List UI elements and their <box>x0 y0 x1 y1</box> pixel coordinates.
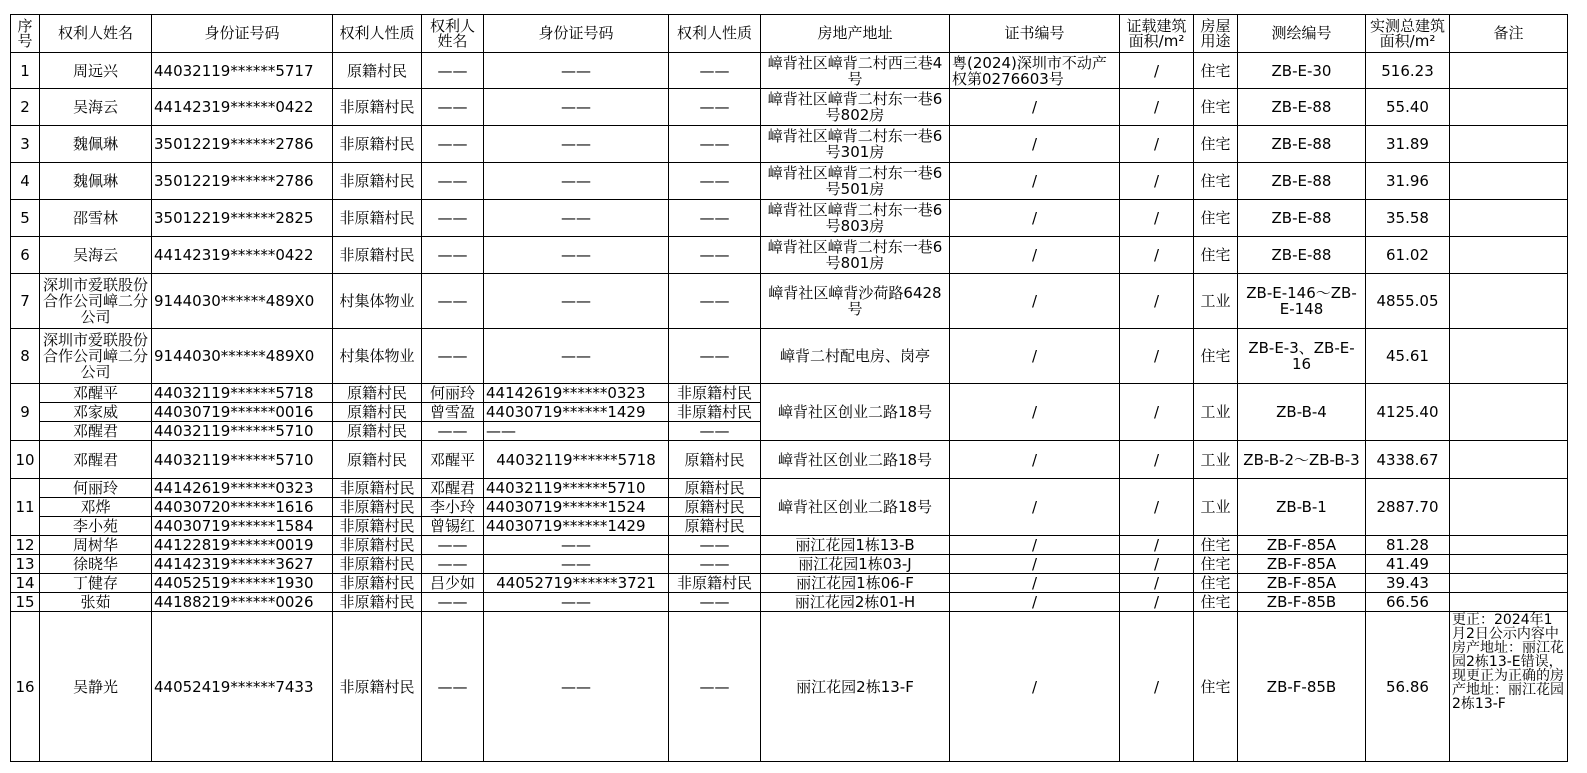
id-number: 44122819******0019 <box>152 536 333 555</box>
owner-name: 魏佩琳 <box>40 163 152 200</box>
owner-name: 邓家威 <box>40 403 152 422</box>
cert-area: / <box>1120 536 1194 555</box>
cert-number: / <box>950 384 1120 441</box>
header-cert-number: 证书编号 <box>950 15 1120 53</box>
id-number: 44032119******5718 <box>152 384 333 403</box>
table-row <box>11 612 1568 762</box>
table-row <box>11 329 1568 384</box>
id-number-2: —— <box>484 329 669 384</box>
owner-name-2: —— <box>422 536 484 555</box>
owner-nature: 非原籍村民 <box>333 536 422 555</box>
owner-name: 吴海云 <box>40 89 152 126</box>
property-address: 丽江花园1栋06-F <box>761 574 950 593</box>
owner-name-2: 吕少如 <box>422 574 484 593</box>
remarks <box>1450 479 1568 536</box>
remarks: 更正：2024年1月2日公示内容中房产地址：丽江花园2栋13-E错误，现更正为正确的房产地址：丽江花园2栋13-F <box>1450 612 1568 762</box>
remarks <box>1450 163 1568 200</box>
survey-number: ZB-F-85B <box>1238 593 1366 612</box>
usage: 住宅 <box>1194 237 1238 274</box>
owner-name: 邓醒君 <box>40 441 152 479</box>
header-owner-nature-2: 权利人性质 <box>669 15 761 53</box>
owner-nature: 非原籍村民 <box>333 574 422 593</box>
cert-number: / <box>950 574 1120 593</box>
header-usage: 房屋用途 <box>1194 15 1238 53</box>
remarks <box>1450 89 1568 126</box>
property-address: 嶂背社区嶂背二村东一巷6号802房 <box>761 89 950 126</box>
owner-name-2: 何丽玲 <box>422 384 484 403</box>
measured-area: 39.43 <box>1366 574 1450 593</box>
owner-nature-2: 非原籍村民 <box>669 574 761 593</box>
cert-area: / <box>1120 53 1194 89</box>
cert-area: / <box>1120 479 1194 536</box>
row-number: 6 <box>11 237 40 274</box>
survey-number: ZB-B-2～ZB-B-3 <box>1238 441 1366 479</box>
table-row <box>11 574 1568 593</box>
header-owner-nature: 权利人性质 <box>333 15 422 53</box>
id-number-2: —— <box>484 612 669 762</box>
usage: 工业 <box>1194 441 1238 479</box>
remarks <box>1450 593 1568 612</box>
owner-nature-2: —— <box>669 53 761 89</box>
measured-area: 61.02 <box>1366 237 1450 274</box>
owner-nature: 非原籍村民 <box>333 555 422 574</box>
cert-area: / <box>1120 237 1194 274</box>
owner-name-2: —— <box>422 126 484 163</box>
owner-nature-2: —— <box>669 329 761 384</box>
owner-name: 徐晓华 <box>40 555 152 574</box>
property-address: 嶂背社区嶂背沙荷路6428号 <box>761 274 950 329</box>
owner-nature-2: —— <box>669 89 761 126</box>
header-cert-area: 证载建筑面积/m² <box>1120 15 1194 53</box>
id-number: 9144030******489X0 <box>152 274 333 329</box>
cert-number: / <box>950 593 1120 612</box>
table-row <box>11 441 1568 479</box>
usage: 住宅 <box>1194 574 1238 593</box>
survey-number: ZB-E-88 <box>1238 163 1366 200</box>
id-number: 44142319******0422 <box>152 89 333 126</box>
owner-name-2: —— <box>422 422 484 441</box>
remarks <box>1450 329 1568 384</box>
owner-nature: 非原籍村民 <box>333 163 422 200</box>
owner-nature: 非原籍村民 <box>333 200 422 237</box>
owner-nature-2: —— <box>669 237 761 274</box>
id-number: 44032119******5710 <box>152 441 333 479</box>
cert-number: / <box>950 126 1120 163</box>
usage: 工业 <box>1194 384 1238 441</box>
measured-area: 41.49 <box>1366 555 1450 574</box>
cert-area: / <box>1120 163 1194 200</box>
owner-name-2: —— <box>422 163 484 200</box>
cert-area: / <box>1120 384 1194 441</box>
header-measured-area: 实测总建筑面积/m² <box>1366 15 1450 53</box>
measured-area: 55.40 <box>1366 89 1450 126</box>
cert-area: / <box>1120 200 1194 237</box>
row-number: 3 <box>11 126 40 163</box>
owner-nature: 原籍村民 <box>333 441 422 479</box>
cert-number: / <box>950 200 1120 237</box>
measured-area: 4338.67 <box>1366 441 1450 479</box>
id-number: 9144030******489X0 <box>152 329 333 384</box>
id-number: 44052519******1930 <box>152 574 333 593</box>
measured-area: 516.23 <box>1366 53 1450 89</box>
owner-nature: 原籍村民 <box>333 422 422 441</box>
table-row <box>11 384 1568 403</box>
owner-nature-2: —— <box>669 593 761 612</box>
owner-name: 邓烨 <box>40 498 152 517</box>
owner-name: 深圳市爱联股份合作公司嶂二分公司 <box>40 274 152 329</box>
header-address: 房地产地址 <box>761 15 950 53</box>
usage: 工业 <box>1194 479 1238 536</box>
remarks <box>1450 574 1568 593</box>
measured-area: 31.89 <box>1366 126 1450 163</box>
row-number: 7 <box>11 274 40 329</box>
usage: 住宅 <box>1194 89 1238 126</box>
remarks <box>1450 200 1568 237</box>
property-address: 嶂背社区嶂背二村东一巷6号501房 <box>761 163 950 200</box>
id-number: 44188219******0026 <box>152 593 333 612</box>
property-address: 嶂背社区创业二路18号 <box>761 479 950 536</box>
owner-name-2: 李小玲 <box>422 498 484 517</box>
id-number: 35012219******2825 <box>152 200 333 237</box>
remarks <box>1450 237 1568 274</box>
owner-name-2: —— <box>422 200 484 237</box>
cert-area: / <box>1120 274 1194 329</box>
owner-nature: 原籍村民 <box>333 53 422 89</box>
owner-nature-2: —— <box>669 555 761 574</box>
owner-nature: 非原籍村民 <box>333 126 422 163</box>
measured-area: 31.96 <box>1366 163 1450 200</box>
id-number: 44030719******0016 <box>152 403 333 422</box>
owner-nature: 非原籍村民 <box>333 237 422 274</box>
id-number-2: 44030719******1429 <box>484 403 669 422</box>
row-number: 15 <box>11 593 40 612</box>
id-number: 35012219******2786 <box>152 163 333 200</box>
id-number-2: 44030719******1524 <box>484 498 669 517</box>
survey-number: ZB-E-146～ZB-E-148 <box>1238 274 1366 329</box>
table-row <box>11 536 1568 555</box>
id-number: 44032119******5717 <box>152 53 333 89</box>
owner-nature-2: 原籍村民 <box>669 479 761 498</box>
property-address: 嶂背社区嶂背二村西三巷4号 <box>761 53 950 89</box>
remarks <box>1450 274 1568 329</box>
property-address: 嶂背社区嶂背二村东一巷6号301房 <box>761 126 950 163</box>
property-address: 嶂背二村配电房、岗亭 <box>761 329 950 384</box>
property-address: 丽江花园2栋01-H <box>761 593 950 612</box>
id-number-2: 44032119******5710 <box>484 479 669 498</box>
owner-name-2: 邓醒平 <box>422 441 484 479</box>
cert-number: / <box>950 237 1120 274</box>
measured-area: 66.56 <box>1366 593 1450 612</box>
measured-area: 81.28 <box>1366 536 1450 555</box>
owner-name: 何丽玲 <box>40 479 152 498</box>
usage: 住宅 <box>1194 329 1238 384</box>
owner-nature-2: —— <box>669 200 761 237</box>
owner-name: 周远兴 <box>40 53 152 89</box>
id-number: 44030720******1616 <box>152 498 333 517</box>
cert-area: / <box>1120 555 1194 574</box>
owner-name-2: —— <box>422 593 484 612</box>
owner-nature-2: —— <box>669 422 761 441</box>
owner-name-2: 曾雪盈 <box>422 403 484 422</box>
id-number: 44032119******5710 <box>152 422 333 441</box>
usage: 住宅 <box>1194 126 1238 163</box>
row-number: 12 <box>11 536 40 555</box>
id-number-2: —— <box>484 555 669 574</box>
usage: 住宅 <box>1194 612 1238 762</box>
survey-number: ZB-F-85A <box>1238 536 1366 555</box>
cert-number: / <box>950 479 1120 536</box>
id-number-2: —— <box>484 593 669 612</box>
cert-area: / <box>1120 441 1194 479</box>
owner-nature-2: 原籍村民 <box>669 441 761 479</box>
owner-nature-2: —— <box>669 126 761 163</box>
id-number-2: 44030719******1429 <box>484 517 669 536</box>
owner-nature-2: 非原籍村民 <box>669 403 761 422</box>
id-number: 44142319******3627 <box>152 555 333 574</box>
cert-number: / <box>950 329 1120 384</box>
id-number-2: —— <box>484 126 669 163</box>
owner-name: 吴海云 <box>40 237 152 274</box>
usage: 住宅 <box>1194 555 1238 574</box>
property-address: 嶂背社区嶂背二村东一巷6号803房 <box>761 200 950 237</box>
owner-nature-2: —— <box>669 274 761 329</box>
cert-area: / <box>1120 329 1194 384</box>
owner-name: 魏佩琳 <box>40 126 152 163</box>
owner-name: 邵雪林 <box>40 200 152 237</box>
survey-number: ZB-E-3、ZB-E-16 <box>1238 329 1366 384</box>
header-owner-name: 权利人姓名 <box>40 15 152 53</box>
row-number: 16 <box>11 612 40 762</box>
measured-area: 2887.70 <box>1366 479 1450 536</box>
survey-number: ZB-E-88 <box>1238 200 1366 237</box>
owner-nature: 非原籍村民 <box>333 517 422 536</box>
cert-area: / <box>1120 593 1194 612</box>
rights-table <box>10 14 1568 762</box>
id-number: 35012219******2786 <box>152 126 333 163</box>
id-number-2: —— <box>484 89 669 126</box>
property-address: 丽江花园2栋13-F <box>761 612 950 762</box>
row-number: 9 <box>11 384 40 441</box>
id-number-2: —— <box>484 200 669 237</box>
owner-name: 张茹 <box>40 593 152 612</box>
survey-number: ZB-F-85A <box>1238 555 1366 574</box>
owner-name: 深圳市爱联股份合作公司嶂二分公司 <box>40 329 152 384</box>
owner-nature: 非原籍村民 <box>333 498 422 517</box>
owner-name-2: —— <box>422 274 484 329</box>
header-owner-name-2: 权利人姓名 <box>422 15 484 53</box>
survey-number: ZB-F-85B <box>1238 612 1366 762</box>
table-row <box>11 593 1568 612</box>
row-number: 8 <box>11 329 40 384</box>
owner-nature: 原籍村民 <box>333 384 422 403</box>
usage: 住宅 <box>1194 200 1238 237</box>
id-number: 44052419******7433 <box>152 612 333 762</box>
survey-number: ZB-B-1 <box>1238 479 1366 536</box>
usage: 住宅 <box>1194 536 1238 555</box>
cert-area: / <box>1120 89 1194 126</box>
id-number-2: —— <box>484 536 669 555</box>
id-number-2: 44142619******0323 <box>484 384 669 403</box>
table-row <box>11 53 1568 89</box>
owner-nature-2: 原籍村民 <box>669 517 761 536</box>
header-remarks: 备注 <box>1450 15 1568 53</box>
owner-name-2: —— <box>422 612 484 762</box>
header-row <box>11 15 1568 53</box>
row-number: 4 <box>11 163 40 200</box>
row-number: 2 <box>11 89 40 126</box>
table-row <box>11 126 1568 163</box>
owner-nature: 原籍村民 <box>333 403 422 422</box>
remarks <box>1450 555 1568 574</box>
owner-nature: 非原籍村民 <box>333 479 422 498</box>
owner-name: 邓醒君 <box>40 422 152 441</box>
property-address: 嶂背社区创业二路18号 <box>761 441 950 479</box>
usage: 住宅 <box>1194 53 1238 89</box>
id-number-2: —— <box>484 163 669 200</box>
property-address: 嶂背社区创业二路18号 <box>761 384 950 441</box>
remarks <box>1450 441 1568 479</box>
survey-number: ZB-E-88 <box>1238 89 1366 126</box>
owner-nature-2: —— <box>669 536 761 555</box>
id-number: 44142619******0323 <box>152 479 333 498</box>
measured-area: 45.61 <box>1366 329 1450 384</box>
cert-number: 粤(2024)深圳市不动产权第0276603号 <box>950 53 1120 89</box>
table-row <box>11 555 1568 574</box>
header-id-number: 身份证号码 <box>152 15 333 53</box>
survey-number: ZB-E-30 <box>1238 53 1366 89</box>
row-number: 13 <box>11 555 40 574</box>
table-row <box>11 479 1568 498</box>
header-no: 序号 <box>11 15 40 53</box>
id-number-2: —— <box>484 53 669 89</box>
owner-name: 吴静光 <box>40 612 152 762</box>
remarks <box>1450 126 1568 163</box>
usage: 住宅 <box>1194 593 1238 612</box>
cert-number: / <box>950 89 1120 126</box>
table-row <box>11 237 1568 274</box>
cert-area: / <box>1120 126 1194 163</box>
owner-name-2: —— <box>422 237 484 274</box>
property-address: 丽江花园1栋03-J <box>761 555 950 574</box>
remarks <box>1450 536 1568 555</box>
measured-area: 56.86 <box>1366 612 1450 762</box>
owner-nature-2: —— <box>669 163 761 200</box>
row-number: 1 <box>11 53 40 89</box>
table-row <box>11 200 1568 237</box>
id-number-2: 44052719******3721 <box>484 574 669 593</box>
owner-name-2: —— <box>422 53 484 89</box>
usage: 住宅 <box>1194 163 1238 200</box>
header-survey-number: 测绘编号 <box>1238 15 1366 53</box>
cert-number: / <box>950 555 1120 574</box>
measured-area: 4855.05 <box>1366 274 1450 329</box>
cert-area: / <box>1120 612 1194 762</box>
owner-name: 周树华 <box>40 536 152 555</box>
owner-nature-2: 原籍村民 <box>669 498 761 517</box>
owner-name: 李小苑 <box>40 517 152 536</box>
owner-nature: 非原籍村民 <box>333 593 422 612</box>
cert-number: / <box>950 536 1120 555</box>
id-number: 44142319******0422 <box>152 237 333 274</box>
cert-number: / <box>950 612 1120 762</box>
cert-area: / <box>1120 574 1194 593</box>
row-number: 10 <box>11 441 40 479</box>
owner-nature: 村集体物业 <box>333 329 422 384</box>
owner-name: 丁健存 <box>40 574 152 593</box>
survey-number: ZB-E-88 <box>1238 237 1366 274</box>
table-row <box>11 89 1568 126</box>
table-row <box>11 274 1568 329</box>
row-number: 11 <box>11 479 40 536</box>
id-number-2: —— <box>484 274 669 329</box>
property-address: 嶂背社区嶂背二村东一巷6号801房 <box>761 237 950 274</box>
header-id-number-2: 身份证号码 <box>484 15 669 53</box>
cert-number: / <box>950 163 1120 200</box>
measured-area: 4125.40 <box>1366 384 1450 441</box>
owner-nature: 非原籍村民 <box>333 89 422 126</box>
survey-number: ZB-F-85A <box>1238 574 1366 593</box>
owner-name-2: 曾锡红 <box>422 517 484 536</box>
owner-name-2: —— <box>422 555 484 574</box>
row-number: 5 <box>11 200 40 237</box>
usage: 工业 <box>1194 274 1238 329</box>
measured-area: 35.58 <box>1366 200 1450 237</box>
id-number-2: —— <box>484 237 669 274</box>
remarks <box>1450 53 1568 89</box>
cert-number: / <box>950 441 1120 479</box>
owner-nature: 非原籍村民 <box>333 612 422 762</box>
owner-nature-2: —— <box>669 612 761 762</box>
id-number-2: —— <box>484 422 669 441</box>
survey-number: ZB-E-88 <box>1238 126 1366 163</box>
owner-name-2: —— <box>422 329 484 384</box>
survey-number: ZB-B-4 <box>1238 384 1366 441</box>
owner-name: 邓醒平 <box>40 384 152 403</box>
owner-name-2: 邓醒君 <box>422 479 484 498</box>
remarks <box>1450 384 1568 441</box>
row-number: 14 <box>11 574 40 593</box>
id-number: 44030719******1584 <box>152 517 333 536</box>
owner-nature-2: 非原籍村民 <box>669 384 761 403</box>
owner-name-2: —— <box>422 89 484 126</box>
property-address: 丽江花园1栋13-B <box>761 536 950 555</box>
owner-nature: 村集体物业 <box>333 274 422 329</box>
cert-number: / <box>950 274 1120 329</box>
id-number-2: 44032119******5718 <box>484 441 669 479</box>
table-row <box>11 163 1568 200</box>
